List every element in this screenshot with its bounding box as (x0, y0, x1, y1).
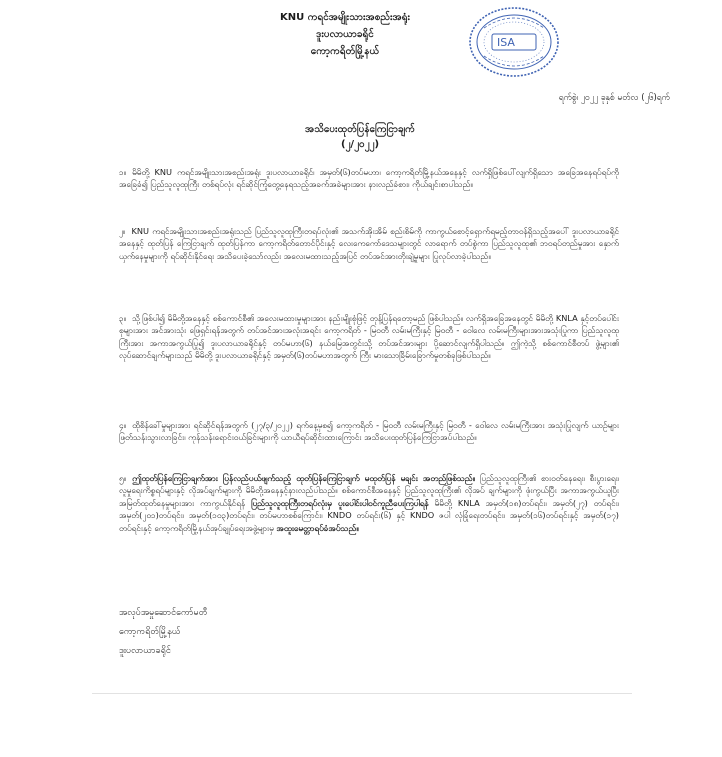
district-name: ဒူးပလာယာခရိုင် (316, 29, 374, 40)
paragraph-1 (119, 166, 619, 191)
signature-district: ဒူးပလာယာခရိုင် (119, 646, 171, 656)
paragraph-number: ၁။ (119, 167, 127, 177)
document-date: ရက်စွဲ၊ ၂၀၂၂ ခုနှစ် မတ်လ (၂၆)ရက် (558, 93, 670, 103)
paragraph-text: သို့ဖြစ်ပါ၍ မိမိတို့အနေနှင့် စစ်ကောင်စီ၏ အလေးမထားမှုများအား နည်းမျိုးစုံဖြင့် တုန့်ပြန်ရတော့မည် ဖြစ်ပါသည်။ လက်ရှိအခြေအနေတွင် မိမိတို့ KNLA နှင့်တပ်ပေါင်းစုများအား အင်အားသုံး ဖြေရှင်းရန်အတွက် တပ်အင်အားအလုံးအရင်း ကော့ကရိတ် - မြဝတီ လမ်းမကြီးနှင့် မြဝတီ - ဝေါလေ လမ်းမကြီးများအားအသုံးပြုကာ ပြည်သူလူထုကြီးအား အကာအကွယ်ပြု၍ ဒူးပလာယာခရိုင်နှင့် တပ်မဟာ(၆) နယ်မြေအတွင်းသို့ တပ်အင်အားများ ပို့ဆောင်လျက်ရှိပါသည်။ ဤကဲ့သို့ စစ်ကောင်စီတပ် ဖွဲ့များ၏ လုပ်ဆောင်ချက်များသည် မိမိတို့ ဒူးပလာယာခရိုင်နှင့် အမှတ်(၆)တပ်မဟာအတွက် ကြီး မားသောခြိမ်းခြောက်မှုတစ်ခုဖြစ်ပါသည်။ (119, 313, 619, 361)
paragraph-number: ၂။ (119, 226, 126, 236)
document-title (200, 122, 520, 152)
paragraph-emphasis: အထူးမေတ္တာရပ်ခံအပ်သည်။ (276, 522, 359, 533)
title-main: အသိပေးထုတ်ပြန်ကြေငြာချက် (305, 124, 415, 135)
paragraph-text: မိမိတို့ KNLA အမှတ်(၁၈)တပ်ရင်း၊ အမှတ်(၂၇) တပ်ရင်း၊ အမှတ်(၂၀၁)တပ်ရင်း၊ အမှတ်(၁၀၃)တပ်ရင်း၊ တပ်မဟာစစ်ကြောင်း၊ KNDO တပ်ရင်း(၆) နှင့် KNDO ဇပါ လုံခြုံရေးတပ်ရင်း၊ အမှတ်(၁၆)တပ်ရင်းနှင့် အမှတ်(၁၇) တပ်ရင်းနှင့် ကော့ကရိတ်မြို့နယ်အုပ်ချုပ်ရေးအဖွဲ့များမှ (119, 497, 620, 533)
signature-committee: အလုပ်အမှုဆောင်ကော်မတီ (119, 608, 208, 618)
page-divider (92, 693, 632, 694)
paragraph-number: ၄။ (119, 420, 127, 430)
paragraph-text: ထိုစိန်ခေါ်မှုများအား ရင်ဆိုင်ရန်အတွက် (၂၇/၃/၂၀၂၂) ရက်နေ့မှစ၍ ကော့ကရိတ် - မြဝတီ လမ်းမကြီးနှင့် မြဝတီ - ဝေါလေ လမ်းမကြီးအား အသုံးပြုလျက် ယာဉ်များဖြတ်သန်းသွားလာခြင်း၊ ကုန်သန်းရောင်းဝယ်ခြင်းများကို ယာယီရပ်ဆိုင်းထားကြောင်း အသိပေးထုတ်ပြန်ကြေငြာအပ်ပါသည်။ (119, 420, 619, 443)
seal-text: ISA (497, 36, 515, 49)
title-number: (၂/၂၀၂၂) (340, 139, 380, 150)
paragraph-4 (119, 419, 619, 444)
township-name: ကော့ကရိတ်မြို့နယ် (310, 46, 380, 57)
paragraph-3 (119, 312, 619, 362)
paragraph-5 (119, 472, 619, 534)
paragraph-text: ပြည်သူလူထုကြီး၏ စားဝတ်နေရေး၊ စီးပွားရေး၊ လူမှုရေးကိစ္စရပ်များနှင့် လိုအပ်ချက်များကို မိမိတို့အနေနှင့်နားလည်ပါသည်။ စစ်ကောင်စီအနေနှင့် ပြည်သူလူထုကြီး၏ လိုအပ် ချက်များကို ဖုံးကွယ်ပြီး အကာအကွယ်ယူပြီး အမြတ်ထုတ်နေမှုများအား ကာကွယ်နိုင်ရန် (119, 473, 620, 508)
paragraph-number: ၅။ (119, 473, 127, 483)
paragraph-text: KNU ကရင်အမျိုးသားအစည်းအရုံးသည် ပြည်သူလူထုကြီးတရပ်လုံး၏ အသက်အိုးအိမ် စည်းစိမ်ကို ကာကွယ်စောင့်ရှောက်ရမည့်တာဝန်ရှိသည့်အပေါ် ဒူးပလာယာခရိုင်အနေနှင့် ထုတ်ပြန် ကြေငြာချက် ထုတ်ပြန်ကာ ကော့ကရိတ်တောင်ပိုင်းနှင့် လေးကေကော်ဒေသများတွင် လာရောက် တပ်စွဲကာ ပြည်သူလူထု၏ ဘဝရပ်တည်မှုအား နှောက်ယှက်နေမှုများကို ရပ်ဆိုင်းနိုင်ရေး အသိပေးခဲ့သော်လည်း အလေးမထားသည့်အပြင် တပ်အင်အားတိုးချဲ့မှုများ ပြုလုပ်လာခဲ့ပါသည်။ (119, 226, 619, 261)
paragraph-2 (119, 225, 619, 262)
paragraph-text: မိမိတို့ KNU ကရင်အမျိုးသားအစည်းအရုံး ဒူးပလာယာခရိုင်၊ အမှတ်(၆)တပ်မဟာ၊ ကော့ကရိတ်မြို့နယ်အနေနှင့် လက်ရှိဖြစ်ပေါ်လျက်ရှိသော အခြေအနေရပ်ရပ်ကို အခြေခံ၍ ပြည်သူလူထုကြီး တစ်ရပ်လုံး ရင်ဆိုင်ကြုံတွေ့နေရသည့်အခက်အခဲများအား နားလည်ခံစား၊ ကိုယ်ချင်းစာပါသည်။ (119, 167, 619, 190)
signature-township: ကော့ကရိတ်မြို့နယ် (119, 627, 181, 637)
official-seal-stamp (466, 4, 562, 80)
org-name: KNU ကရင်အမျိုးသားအစည်းအရုံး (279, 12, 411, 23)
paragraph-emphasis: ပြည်သူလူထုကြီးတရပ်လုံးမှ ပူးပေါင်းပါဝင်ကူညီပေးကြပါရန် (251, 497, 429, 508)
paragraph-emphasis: ဤထုတ်ပြန်ကြေငြာချက်အား ပြန်လည်ပယ်ဖျက်သည့် ထုတ်ပြန်ကြေငြာချက် မထုတ်ပြန် မချင်း အတည်ဖြစ်သည်။ (132, 473, 476, 483)
paragraph-number: ၃။ (119, 313, 127, 323)
